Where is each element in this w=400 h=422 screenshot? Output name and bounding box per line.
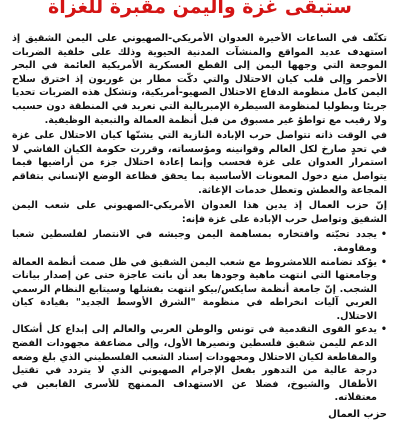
paragraph-3: إنّ حزب العمال إذ يدين هذا العدوان الأمريكي-الصهيوني على شعب اليمن الشقيق وتواصل حرب الإبادة على غزة فإنه: xyxy=(12,200,387,225)
document-title: ستبقى غزة واليمن مقبرة للغزاة xyxy=(47,0,352,18)
list-item: • يجدد تحيّته وافتخاره بمساهمة اليمن وجيشه في الانتصار لفلسطين شعبا ومقاومة. xyxy=(12,228,387,255)
document-body xyxy=(12,32,387,421)
list-item: • يدعو القوى التقدمية في تونس والوطن العربي والعالم إلى إبداع كل أشكال الدعم لليمن شقيق فلسطين ونصيرها الأول، وإلى مضاعفة مجهودات الفضح والمقاطعة لكيان الاحتلال ومجهودات إسناد الشعب الفلسطيني الذي بلغ وضعه درجة عالية من التدهور بفعل الإجرام الصهيوني الذي لا يتردد في تقتيل الأطفال والشيوخ، فضلا عن الاستهداف الممنهج للأسرى القابعين في معتقلاته. xyxy=(12,323,387,405)
demands-list xyxy=(12,228,387,405)
paragraph-1: تكثّف في الساعات الأخيرة العدوان الأمريكي-الصهيوني على اليمن الشقيق إذ استهدف عديد المواقع والمنشآت المدنية الحيوية وذلك على خلفية الضربات الموجعة التي وجهها اليمن إلى القطع العسكرية الأمريكية العائمة في البحر الأحمر وإلى قلب كيان الاحتلال والتي دكّت مطار بن غوريون إذ اخترق سلاح اليمن كامل منظومة الدفاع الاحتلال الصهيو-أمريكية، وتشكل هذه الضربات تحديا جريئا وبطوليا لمنظومة السيطرة الإمبريالية التي تعربد في المنطقة دون حسيب ولا رقيب مع تواطؤ غير مسبوق من قبل أنظمة العمالة والتبعية الوظيفية. xyxy=(12,33,387,126)
paragraph-2: في الوقت ذاته تتواصل حرب الإبادة النازية التي يشنّها كيان الاحتلال على غزة في تحدٍ صارخ لكل العالم وقوانينه ومؤسساته، وقررت حكومة الكيان الفاشي لا استمرار العدوان على غزة فحسب وإنما إعادة احتلال جزء من أراضيها فيما يتواصل منع دخول المعونات الأساسية بما يحقق فظاعة الوضع الإنساني بتفاقم المجاعة والعطش وتعطل خدمات الإغاثة. xyxy=(12,130,387,196)
list-item: • يؤكد تضامنه اللامشروط مع شعب اليمن الشقيق في ظل صمت أنظمة العمالة وجامعتها التي انتهت ماهية وجودها بعد أن باتت عاجزة حتى عن إصدار بيانات الشجب. إنّ جامعة أنظمة سايكس/بيكو انتهت بفشلها وسيتابع النظام الرسمي العربي آليات انخراطه في منظومة "الشرق الأوسط الجديد" بقيادة كيان الاحتلال. xyxy=(12,256,387,324)
signature: حزب العمال xyxy=(328,409,387,421)
